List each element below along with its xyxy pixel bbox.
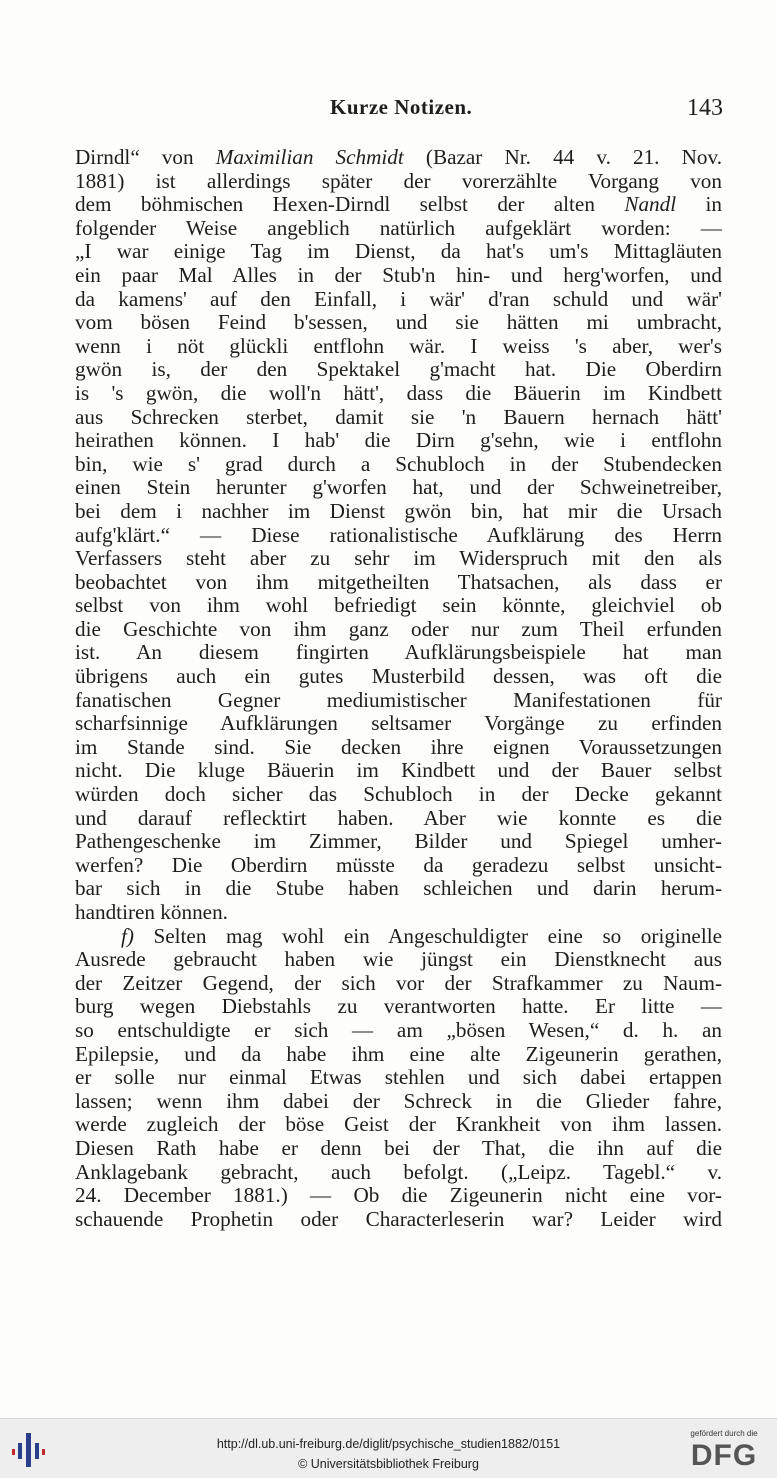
text-line: der Zeitzer Gegend, der sich vor der Strafkammer zu Naum- — [75, 970, 722, 995]
paragraph-end-line: handtiren können. — [75, 900, 228, 924]
text-line: bin, wie s' grad durch a Schubloch in der Stubendecken — [75, 451, 722, 476]
text-line: werfen? Die Oberdirn müsste da geradezu selbst unsicht- — [75, 852, 722, 877]
viewer-footer — [0, 1418, 777, 1478]
text-line: bei dem i nachher im Dienst gwön bin, hat mir die Ursach — [75, 498, 722, 523]
text-line: nicht. Die kluge Bäuerin im Kindbett und der Bauer selbst — [75, 758, 722, 783]
text-line: dem böhmischen Hexen-Dirndl selbst der alten Nandl in — [75, 192, 723, 217]
text-line: schauende Prophetin oder Characterleserin war? Leider wird — [75, 1206, 722, 1231]
text-line: ein paar Mal Alles in der Stub'n hin- und herg'worfen, und — [75, 262, 722, 287]
dfg-logo — [681, 1429, 767, 1473]
text-line: fanatischen Gegner mediumistischer Manifestationen für — [75, 687, 722, 712]
text-line: Dirndl“ von Maximilian Schmidt (Bazar Nr. 44 v. 21. Nov. — [75, 145, 722, 169]
text-line: heirathen können. I hab' die Dirn g'sehn, wie i entflohn — [75, 428, 722, 453]
text-line: selbst von ihm wohl befriedigt sein könnte, gleichviel ob — [75, 593, 722, 618]
section-marker: f) — [121, 923, 134, 948]
text-line: da kamens' auf den Einfall, i wär' d'ran schuld und wär' — [75, 286, 722, 311]
text-line: Anklagebank gebracht, auch befolgt. („Leipz. Tagebl.“ v. — [75, 1159, 722, 1184]
text-line: werde zugleich der böse Geist der Krankheit von ihm lassen. — [75, 1112, 722, 1137]
text-line: burg wegen Diebstahls zu verantworten hatte. Er litte — — [75, 994, 722, 1019]
body-text — [75, 146, 722, 1231]
text-line: Pathengeschenke im Zimmer, Bilder und Spiegel umher- — [75, 829, 722, 854]
text-line: „I war einige Tag im Dienst, da hat's um's Mittagläuten — [75, 239, 722, 264]
text-line: bar sich in die Stube haben schleichen und darin herum- — [75, 876, 722, 901]
person-name: Nandl — [624, 192, 677, 217]
text-line: er solle nur einmal Etwas stehlen und sich dabei ertappen — [75, 1065, 722, 1090]
text-line: übrigens auch ein gutes Musterbild dessen, was oft die — [75, 664, 722, 689]
text-line: gwön is, der den Spektakel g'macht hat. Die Oberdirn — [75, 357, 722, 382]
text-line: so entschuldigte er sich — am „bösen Wesen,“ d. h. an — [75, 1017, 722, 1042]
text-line: Ausrede gebraucht haben wie jüngst ein Dienstknecht aus — [75, 947, 722, 972]
text-line: ist. An diesem fingirten Aufklärungsbeispiele hat man — [75, 640, 722, 665]
text-line: die Geschichte von ihm ganz oder nur zum Theil erfunden — [75, 616, 722, 641]
running-head: Kurze Notizen. — [330, 95, 473, 119]
page-number: 143 — [687, 95, 723, 121]
text-line: Verfassers steht aber zu sehr im Widerspruch mit den als — [75, 546, 722, 571]
text-line: scharfsinnige Aufklärungen seltsamer Vorgänge zu erfinden — [75, 711, 722, 736]
copyright-notice: © Universitätsbibliothek Freiburg — [298, 1457, 479, 1471]
text-line: beobachtet von ihm mitgetheilten Thatsachen, als dass er — [75, 569, 722, 594]
text-line: vom bösen Feind b'sessen, und sie hätten mi umbracht, — [75, 310, 722, 335]
text-line: würden doch sicher das Schubloch in der Decke gekannt — [75, 782, 722, 807]
text-line: wenn i nöt glückli entflohn wär. I weiss 's aber, wer's — [75, 333, 722, 358]
dfg-wordmark: DFG — [690, 1439, 758, 1472]
text-line: f) Selten mag wohl ein Angeschuldigter eine so originelle — [121, 923, 722, 948]
text-line: Epilepsie, und da habe ihm eine alte Zigeunerin gerathen, — [75, 1041, 722, 1066]
dfg-caption: gefördert durch die — [690, 1429, 758, 1438]
text-line: und darauf reflecktirt haben. Aber wie konnte es die — [75, 805, 722, 830]
text-line: folgender Weise angeblich natürlich aufgeklärt worden: — — [75, 215, 722, 240]
text-line: einen Stein herunter g'worfen hat, und der Schweinetreiber, — [75, 475, 722, 500]
text-line: im Stande sind. Sie decken ihre eignen Voraussetzungen — [75, 734, 722, 759]
text-line: is 's gwön, die woll'n hätt', dass die Bäuerin im Kindbett — [75, 380, 722, 405]
text-line: Diesen Rath habe er denn bei der That, die ihn auf die — [75, 1135, 722, 1160]
text-line: 24. December 1881.) — Ob die Zigeunerin nicht eine vor- — [75, 1183, 722, 1208]
document-url[interactable]: http://dl.ub.uni-freiburg.de/diglit/psychische_studien1882/0151 — [216, 1437, 561, 1451]
text-line: lassen; wenn ihm dabei der Schreck in die Glieder fahre, — [75, 1088, 722, 1113]
text-line: aus Schrecken sterbet, damit sie 'n Bauern hernach hätt' — [75, 404, 722, 429]
text-line: aufg'klärt.“ — Diese rationalistische Aufklärung des Herrn — [75, 522, 722, 547]
author-name: Maximilian Schmidt — [215, 145, 404, 169]
text-line: 1881) ist allerdings später der vorerzählte Vorgang von — [75, 168, 722, 193]
